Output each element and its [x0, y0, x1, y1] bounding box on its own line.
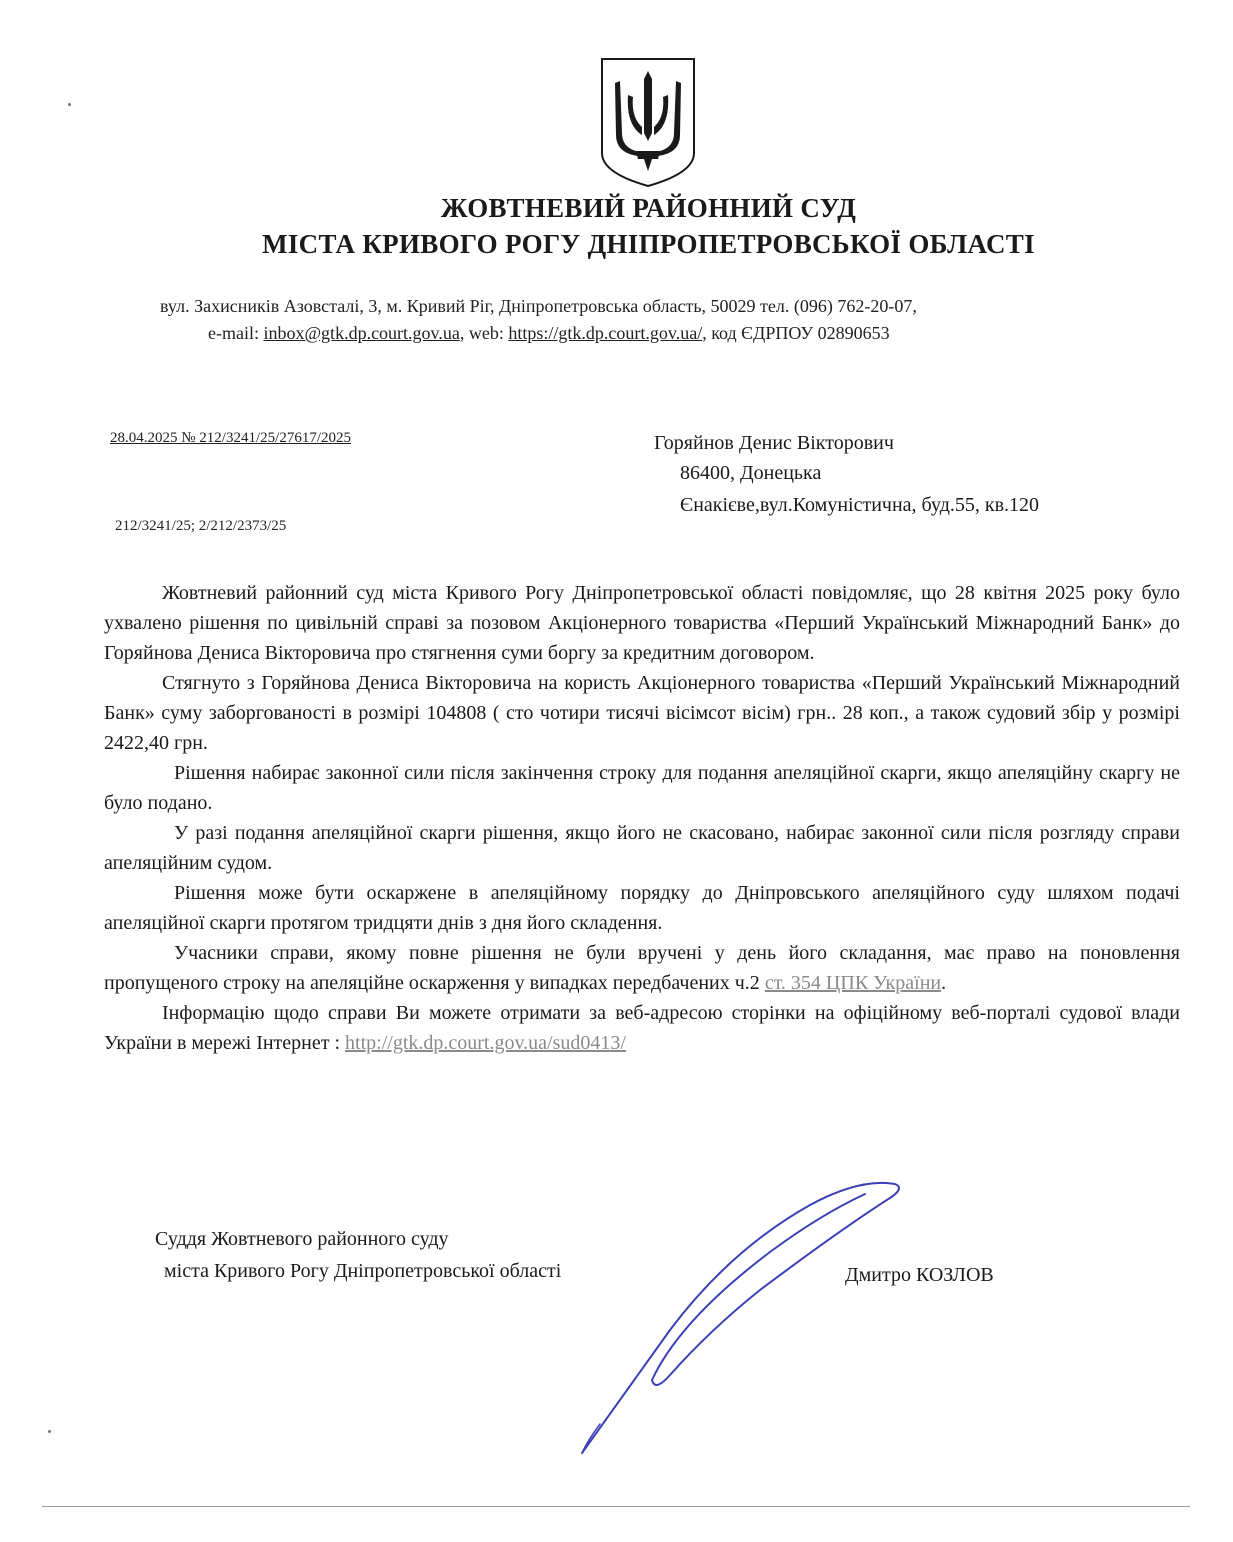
outgoing-number: 28.04.2025 № 212/3241/25/27617/2025: [110, 430, 351, 446]
recipient-address-line1: 86400, Донецька: [680, 462, 822, 484]
website-link[interactable]: https://gtk.dp.court.gov.ua/: [508, 323, 703, 343]
paragraph-effect: Рішення набирає законної сили після закінчення строку для подання апеляційної скарги, якщо апеляційну скаргу не було подано.: [104, 762, 1180, 814]
recipient-name: Горяйнов Денис Вікторович: [654, 432, 894, 454]
handwritten-signature-icon: [560, 1170, 920, 1470]
judge-title-line1: Суддя Жовтневого районного суду: [155, 1228, 449, 1250]
email-link[interactable]: inbox@gtk.dp.court.gov.ua: [263, 323, 460, 343]
paragraph-recovered: Стягнуто з Горяйнова Дениса Вікторовича на користь Акціонерного товариства «Перший Український Міжнародний Банк» суму заборгованості в розмірі 104808 ( сто чотири тисячі вісімсот вісім) грн.. 28 коп., а також судовий збір у розмірі 2422,40 грн.: [104, 672, 1180, 754]
paragraph-decision: Жовтневий районний суд міста Кривого Рогу Дніпропетровської області повідомляє, що 28 квітня 2025 року було ухвалено рішення по цивільній справі за позовом Акціонерного товариства «Перший Український Міжнародний Банк» до Горяйнова Дениса Вікторовича про стягнення суми боргу за кредитним договором.: [104, 582, 1180, 664]
case-info-link[interactable]: http://gtk.dp.court.gov.ua/sud0413/: [345, 1032, 626, 1054]
paragraph-info: [104, 998, 1180, 1058]
paragraph-appeal-effect: У разі подання апеляційної скарги рішення, якщо його не скасовано, набирає законної сили після розгляду справи апеляційним судом.: [104, 822, 1180, 874]
court-contacts: [208, 323, 890, 344]
renewal-period: .: [941, 972, 947, 994]
court-address: вул. Захисників Азовсталі, 3, м. Кривий Ріг, Дніпропетровська область, 50029 тел. (096) 762-20-07,: [160, 296, 917, 316]
judge-name: Дмитро КОЗЛОВ: [845, 1264, 994, 1286]
info-text: Інформацію щодо справи Ви можете отримати за веб-адресою сторінки на офіційному веб-порталі судової влади України в мережі Інтернет :: [104, 1002, 1180, 1054]
scan-edge-line: [42, 1506, 1190, 1507]
scan-speck: [48, 1430, 51, 1433]
court-name-line2: МІСТА КРИВОГО РОГУ ДНІПРОПЕТРОВСЬКОЇ ОБЛАСТІ: [262, 229, 1035, 259]
scan-speck: [68, 103, 71, 106]
cpc-article-link[interactable]: ст. 354 ЦПК України: [764, 972, 942, 994]
judge-title-line2: міста Кривого Рогу Дніпропетровської області: [164, 1260, 562, 1282]
case-numbers: 212/3241/25; 2/212/2373/25: [115, 518, 287, 534]
paragraph-renewal: [104, 938, 1180, 998]
paragraph-appeal-procedure: Рішення може бути оскаржене в апеляційному порядку до Дніпровського апеляційного суду шляхом подачі апеляційної скарги протягом тридцяти днів з дня його складення.: [104, 882, 1180, 934]
tryzub-emblem-icon: [598, 55, 698, 190]
edrpou-code: , код ЄДРПОУ 02890653: [702, 323, 890, 343]
letter-body: [104, 578, 1180, 1058]
email-label: e-mail:: [208, 323, 264, 343]
court-name-line1: ЖОВТНЕВИЙ РАЙОННИЙ СУД: [440, 193, 857, 223]
renewal-text: Учасники справи, якому повне рішення не були вручені у день його складання, має право на поновлення пропущеного строку на апеляційне оскарження у випадках передбачених ч.2: [104, 942, 1180, 994]
recipient-address-line2: Єнакієве,вул.Комуністична, буд.55, кв.120: [680, 494, 1040, 516]
web-label: , web:: [459, 323, 509, 343]
